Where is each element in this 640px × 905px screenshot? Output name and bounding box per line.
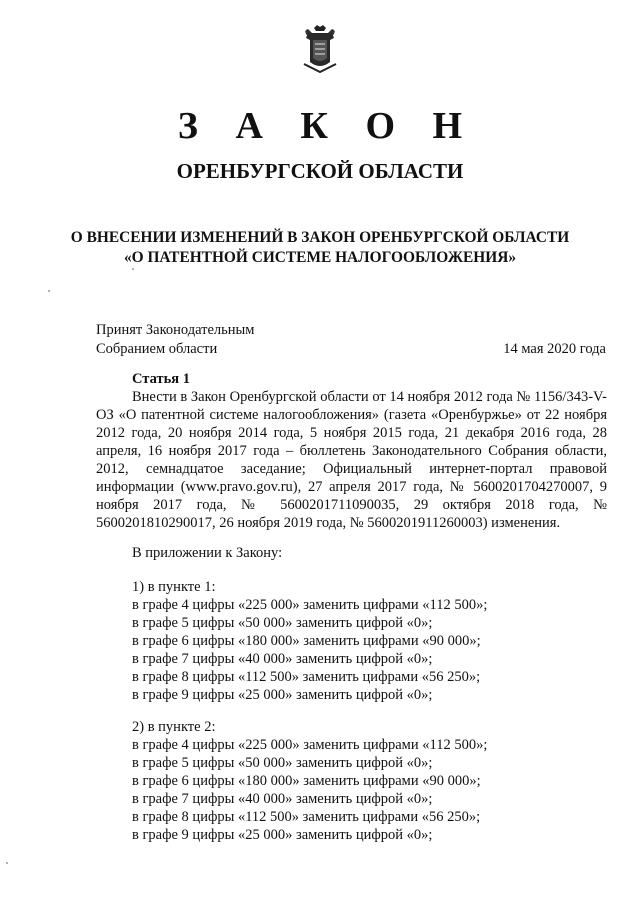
item-heading: 1) в пункте 1: bbox=[132, 579, 216, 595]
document-title: З А К О Н bbox=[177, 105, 477, 147]
item-line: в графе 6 цифры «180 000» заменить цифрами «90 000»; bbox=[132, 773, 481, 789]
item-line: в графе 6 цифры «180 000» заменить цифрами «90 000»; bbox=[132, 633, 481, 649]
article-paragraph: В приложении к Закону: bbox=[132, 545, 283, 561]
scan-speck bbox=[48, 290, 50, 292]
item-line: в графе 5 цифры «50 000» заменить цифрой «0»; bbox=[132, 615, 433, 631]
scan-speck bbox=[132, 268, 134, 270]
article-paragraph: Внести в Закон Оренбургской области от 14 ноября 2012 года № 1156/343-V-ОЗ «О патентной системе налогообложения» (газета «Оренбуржье» от 22 ноября 2012 года, 20 ноября 2014 года, 5 ноября 2015 года, 21 декабря 2016 года, 28 апреля, 16 ноября 2017 года – бюллетень Законодательного Собрания области, 2012, семнадцатое заседание; Официальный интернет-портал правовой информации (www.pravo.gov.ru), 27 апреля 2017 года, № 5600201704270007, 9 ноября 2017 года, № 5600201711090035, 29 октября 2018 года, № 5600201810290017, 26 ноября 2019 года, № 5600201911260003) изменения. bbox=[96, 389, 607, 531]
item-line: в графе 9 цифры «25 000» заменить цифрой «0»; bbox=[132, 687, 433, 703]
adoption-info bbox=[96, 321, 254, 359]
article-title: Статья 1 bbox=[132, 371, 190, 387]
item-line: в графе 5 цифры «50 000» заменить цифрой «0»; bbox=[132, 755, 433, 771]
item-line: в графе 8 цифры «112 500» заменить цифрами «56 250»; bbox=[132, 669, 481, 685]
item-line: в графе 4 цифры «225 000» заменить цифрами «112 500»; bbox=[132, 597, 488, 613]
item-line: в графе 7 цифры «40 000» заменить цифрой «0»; bbox=[132, 651, 433, 667]
item-block-2 bbox=[132, 718, 487, 844]
coat-of-arms-icon bbox=[300, 24, 340, 74]
subtitle-line: О ВНЕСЕНИИ ИЗМЕНЕНИЙ В ЗАКОН ОРЕНБУРГСКОЙ ОБЛАСТИ bbox=[70, 229, 570, 246]
item-block-1 bbox=[132, 578, 487, 704]
item-heading: 2) в пункте 2: bbox=[132, 719, 216, 735]
adoption-line: Собранием области bbox=[96, 341, 218, 357]
adoption-date: 14 мая 2020 года bbox=[503, 341, 606, 357]
document-region: ОРЕНБУРГСКОЙ ОБЛАСТИ bbox=[176, 159, 464, 183]
item-line: в графе 9 цифры «25 000» заменить цифрой «0»; bbox=[132, 827, 433, 843]
item-line: в графе 8 цифры «112 500» заменить цифрами «56 250»; bbox=[132, 809, 481, 825]
item-line: в графе 7 цифры «40 000» заменить цифрой «0»; bbox=[132, 791, 433, 807]
item-line: в графе 4 цифры «225 000» заменить цифрами «112 500»; bbox=[132, 737, 488, 753]
subtitle-line: «О ПАТЕНТНОЙ СИСТЕМЕ НАЛОГООБЛОЖЕНИЯ» bbox=[123, 249, 517, 266]
law-subtitle bbox=[0, 228, 640, 268]
scan-speck bbox=[6, 862, 8, 864]
adoption-line: Принят Законодательным bbox=[96, 322, 255, 338]
